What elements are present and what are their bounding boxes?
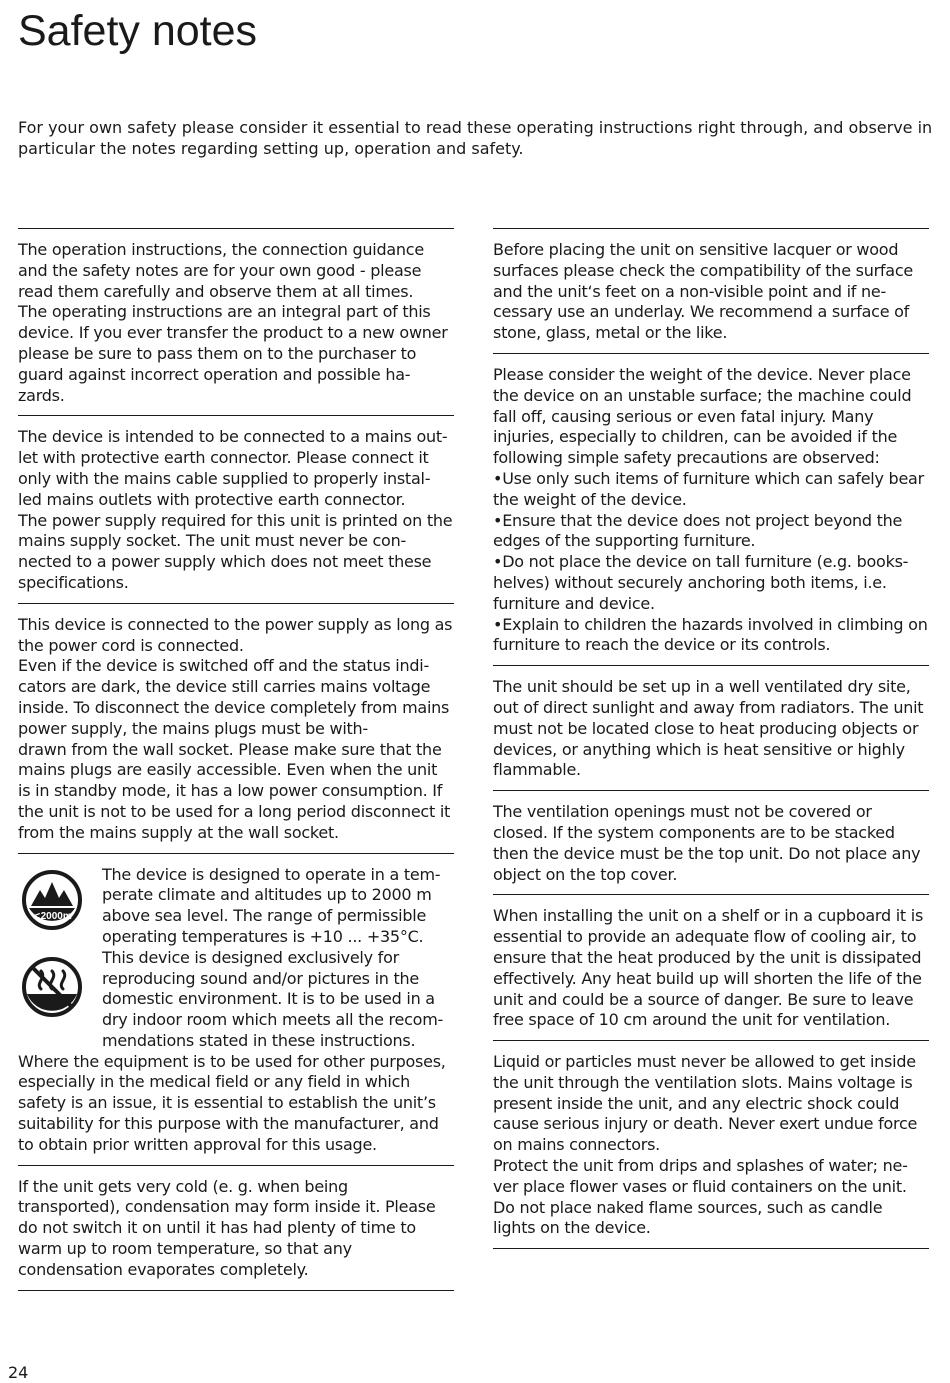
altitude-icon [21, 869, 83, 931]
note-text: When installing the unit on a shelf or in a cupboard it is essential to provide an adequate flow of cooling air, to ensure that the heat produced by the unit is dissipated effectively. Any heat build up will shorten the life of the unit and could be a source of danger. Be sure to leave free space of 10 cm around the unit for ventilation. [493, 906, 924, 1030]
note-section [493, 353, 929, 665]
note-section [18, 228, 454, 415]
note-text: Liquid or particles must never be allowed to get inside the unit through the ventilation slots. Mains voltage is present inside the unit, and any electric shock could cause serious injury or death. Never exert undue force on mains connectors. Protect the unit from drips and splashes of water; ne- ver place flower vases or fluid containers on the unit. Do not place naked flame sources, such as candle lights on the device. [493, 1052, 918, 1238]
note-section [493, 665, 929, 790]
page-number: 24 [8, 1363, 29, 1382]
note-text: Please consider the weight of the device. Never place the device on an unstable surface; the machine could fall off, causing serious or even fatal injury. Many injuries, especially to children, can be avoided if the following simple safety precautions are observed: •Use only such items of furniture which can safely bear the weight of the device. •Ensure that the device does not project beyond the edges of the supporting furniture. •Do not place the device on tall furniture (e.g. books- helves) without securely anchoring both items, i.e. furniture and device. •Explain to children the hazards involved in climbing on furniture to reach the device or its controls. [493, 364, 928, 655]
note-text: If the unit gets very cold (e. g. when being transported), condensation may form inside it. Please do not switch it on until it has had plenty of time to warm up to room temperature, so that any condensation evaporates completely. [18, 1176, 436, 1279]
note-section [493, 790, 929, 894]
note-section-with-icons [18, 853, 454, 1165]
note-text: The device is intended to be connected to a mains out- let with protective earth connector. Please connect it only with the mains cable supplied to properly instal- led mains outlets with protective earth connector. The power supply required for this unit is printed on the mains supply socket. The unit must never be con- nected to a power supply which does not meet these specifications. [18, 427, 453, 592]
icon-group [18, 865, 102, 1043]
note-text: The operation instructions, the connection guidance and the safety notes are for your own good - please read them carefully and observe them at all times. The operating instructions are an integral part of this device. If you ever transfer the product to a new owner please be sure to pass them on to the purchaser to guard against incorrect operation and possible ha- zards. [18, 240, 448, 405]
left-column [18, 228, 454, 1291]
note-section [493, 1040, 929, 1249]
no-tropical-climate-icon [21, 956, 83, 1018]
altitude-label: ⩽2000m [32, 910, 72, 922]
note-text: Before placing the unit on sensitive lacquer or wood surfaces please check the compatibility of the surface and the unit‘s feet on a non-visible point and if ne- cessary use an underlay. We recommend a surface of stone, glass, metal or the like. [493, 240, 913, 343]
note-text: The device is designed to operate in a tem- perate climate and altitudes up to 2000 m above sea level. The range of permissible operating temperatures is +10 ... +35°C. This device is designed exclusively for reproducing sound and/or pictures in the domestic environment. It is to be used in a dry indoor room which meets all the recom- mendations stated in these instructions. Where the equipment is to be used for other purposes, especially in the medical field or any field in which safety is an issue, it is essential to establish the unit’s suitability for this purpose with the manufacturer, and to obtain prior written approval for this usage. [18, 864, 446, 1154]
note-text: The ventilation openings must not be covered or closed. If the system components are to be stacked then the device must be the top unit. Do not place any object on the top cover. [493, 802, 921, 884]
note-section [18, 415, 454, 602]
note-section [493, 228, 929, 353]
intro-paragraph: For your own safety please consider it essential to read these operating instructions right through, and observe in particular the notes regarding setting up, operation and safety. [18, 118, 933, 158]
note-section [18, 1165, 454, 1291]
right-column [493, 228, 929, 1249]
note-section [18, 603, 454, 853]
note-section [493, 894, 929, 1040]
note-text: The unit should be set up in a well ventilated dry site, out of direct sunlight and away from radiators. The unit must not be located close to heat producing objects or devices, or anything which is heat sensitive or highly flammable. [493, 677, 924, 780]
note-text: This device is connected to the power supply as long as the power cord is connected. Even if the device is switched off and the status indi- cators are dark, the device still carries mains voltage inside. To disconnect the device completely from mains power supply, the mains plugs must be with- drawn from the wall socket. Please make sure that the mains plugs are easily accessible. Even when the unit is in standby mode, it has a low power consumption. If the unit is not to be used for a long period disconnect it from the mains supply at the wall socket. [18, 614, 453, 842]
page-title: Safety notes [18, 7, 258, 55]
